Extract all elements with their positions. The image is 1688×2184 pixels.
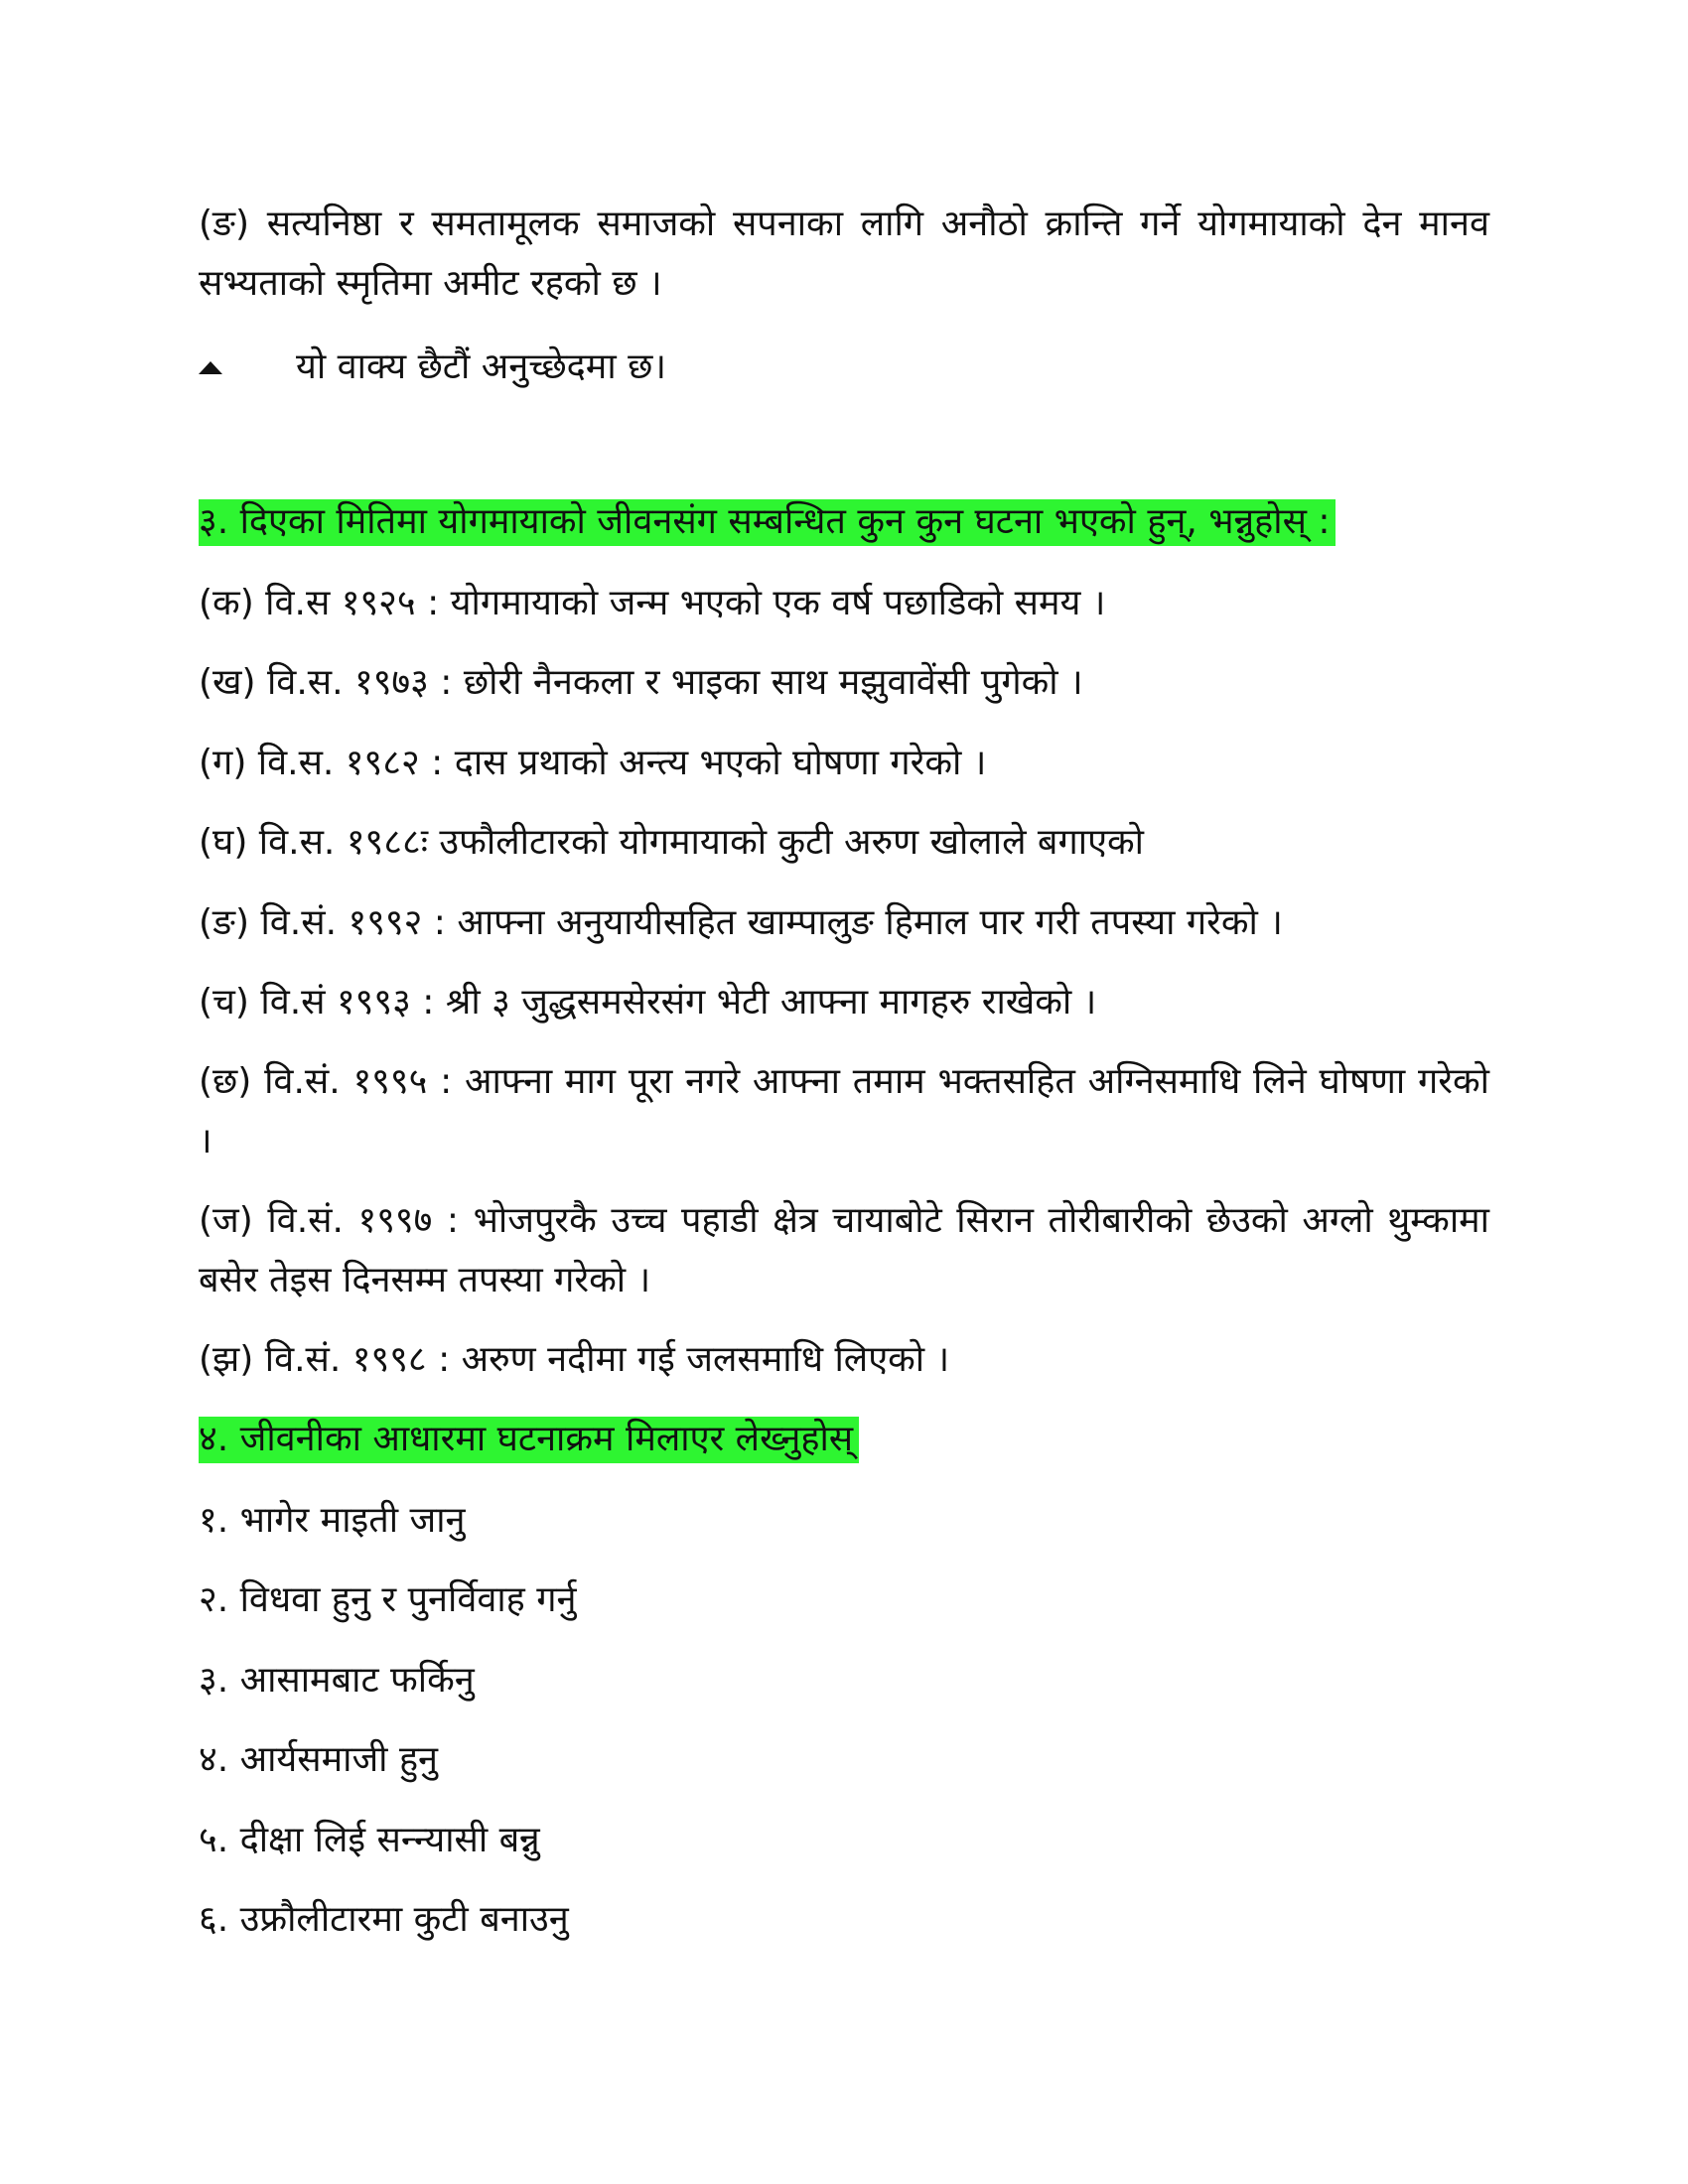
section3-item: (ख) वि.स. १९७३ : छोरी नैनकला र भाइका साथ मझुवावेंसी पुगेको ।: [199, 662, 1083, 703]
section4-item: ५. दीक्षा लिई सन्न्यासी बन्नु: [199, 1820, 540, 1860]
section3-item: (च) वि.सं १९९३ : श्री ३ जुद्धसमसेरसंग भेटी आफ्ना मागहरु राखेको ।: [199, 982, 1097, 1023]
section3-item: (छ) वि.सं. १९९५ : आफ्ना माग पूरा नगरे आफ्ना तमाम भक्तसहित अग्निसमाधि लिने घोषणा गरेको ।: [199, 1061, 1489, 1161]
triangle-up-icon: [199, 361, 222, 374]
section4-heading: [199, 1410, 859, 1469]
section4-item: ६. उफ्रौलीटारमा कुटी बनाउनु: [199, 1899, 569, 1940]
section4-heading-text: ४. जीवनीका आधारमा घटनाक्रम मिलाएर लेख्नुहोस्: [199, 1417, 859, 1463]
bullet-note-text: योे वाक्य छैटौं अनुच्छेदमा छ।: [296, 346, 666, 387]
section4-item: १. भागेर माइती जानु: [199, 1500, 466, 1541]
section3-heading: [199, 492, 1336, 552]
section3-item: (ज) वि.सं. १९९७ : भोजपुरकै उच्च पहाडी क्षेत्र चायाबोटे सिरान तोरीबारीको छेउको अग्लो थुम्कामा बसेर तेइस दिनसम्म तपस्या गरेको ।: [199, 1200, 1489, 1300]
section3-item: (ग) वि.स. १९८२ : दास प्रथाको अन्त्य भएको घोषणा गरेको ।: [199, 743, 987, 783]
section3-heading-text: ३. दिएका मितिमा योगमायाको जीवनसंग सम्बन्धित कुन कुन घटना भएको हुन्, भन्नुहोस् :: [199, 499, 1336, 546]
section4-item: ४. आर्यसमाजी हुनु: [199, 1739, 439, 1780]
section3-item: (क) वि.स १९२५ : योगमायाको जन्म भएको एक वर्ष पछाडिको समय ।: [199, 583, 1106, 623]
section4-item: २. विधवा हुनु र पुनर्विवाह गर्नु: [199, 1579, 577, 1620]
section3-item: (ङ) वि.सं. १९९२ : आफ्ना अनुयायीसहित खाम्पालुङ हिमाल पार गरी तपस्या गरेको ।: [199, 902, 1283, 943]
section3-item: (झ) वि.सं. १९९८ : अरुण नदीमा गई जलसमाधि लिएको ।: [199, 1339, 950, 1380]
section4-item: ३. आसामबाट फर्किनु: [199, 1660, 475, 1701]
intro-paragraph: (ङ) सत्यनिष्ठा र समतामूलक समाजको सपनाका लागि अनौठो क्रान्ति गर्ने योगमायाको देन मानव सभ्यताको स्मृतिमा अमीट रहको छ ।: [199, 204, 1489, 304]
section3-item: (घ) वि.स. १९८८ः उफौलीटारको योगमायाको कुटी अरुण खोलाले बगाएको: [199, 822, 1144, 863]
